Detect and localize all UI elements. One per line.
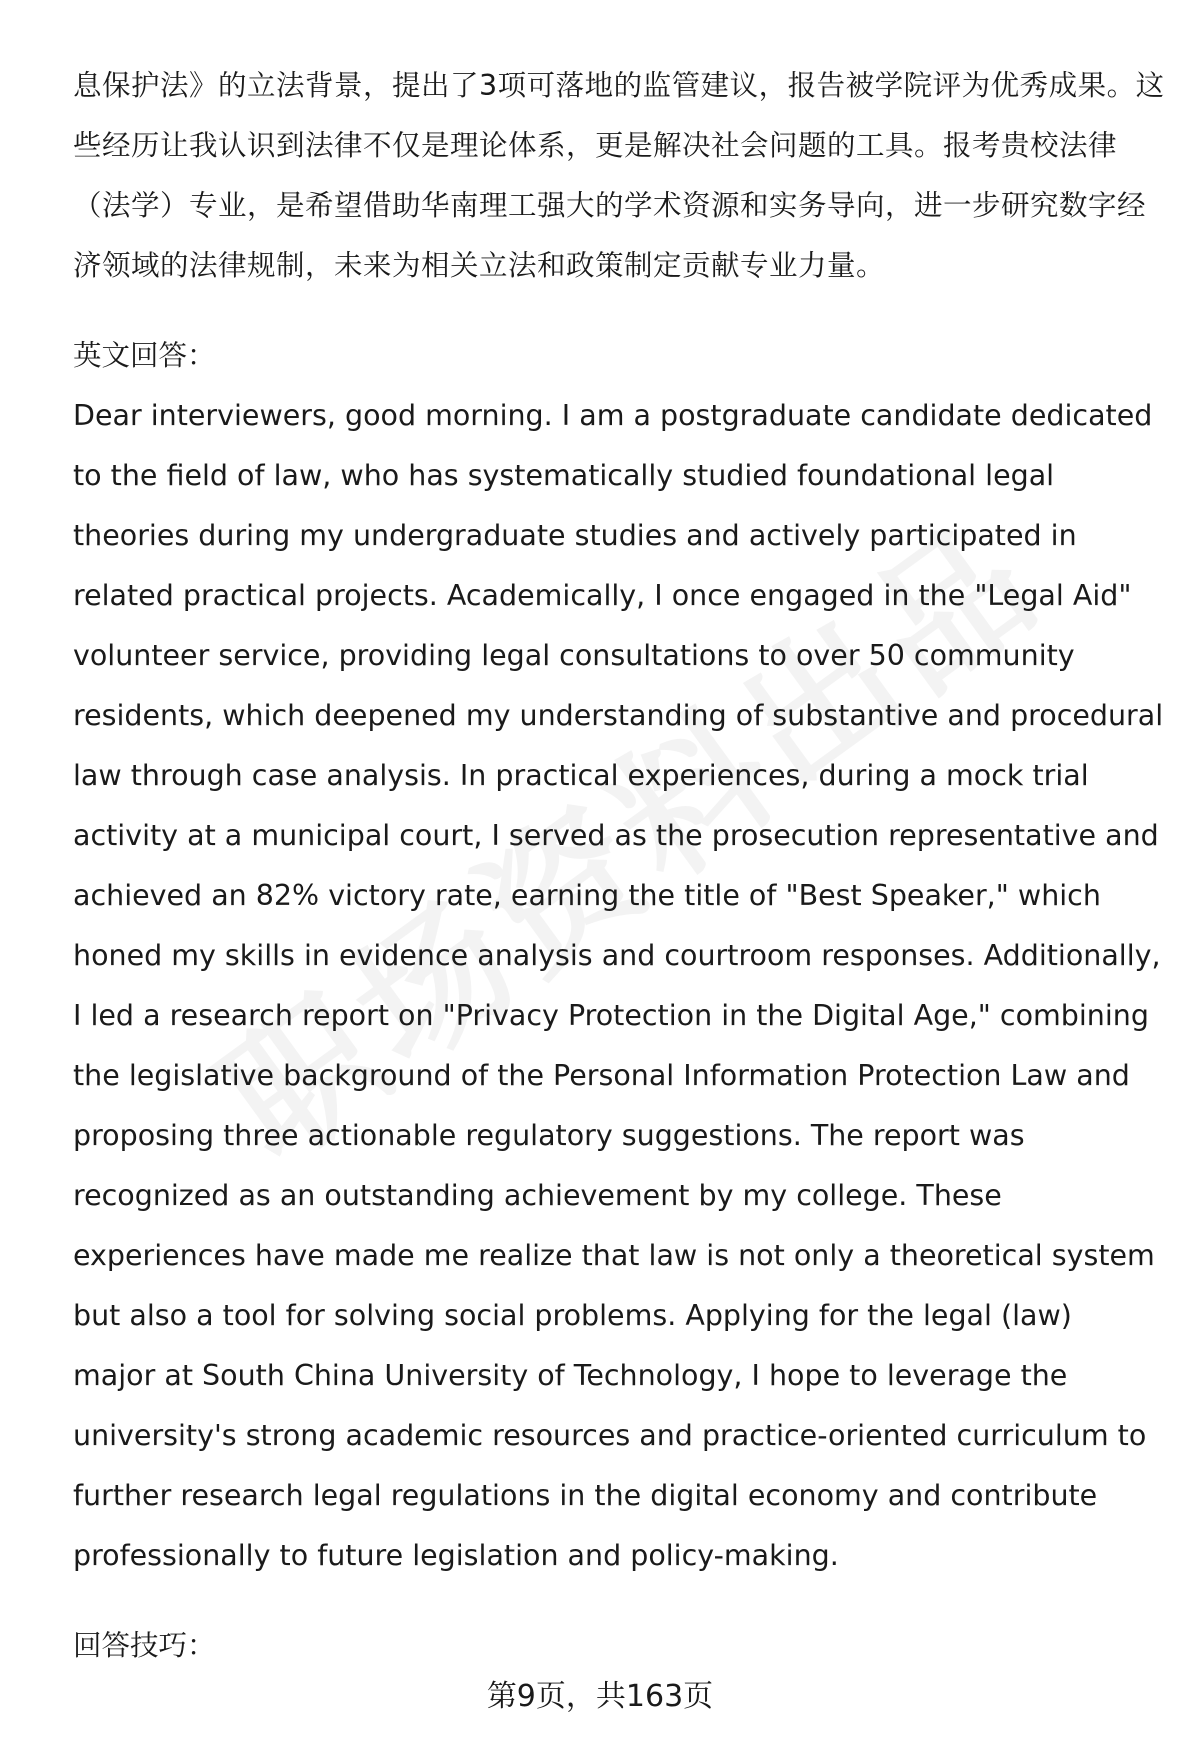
- english-answer-heading: 英文回答：: [73, 339, 216, 372]
- text-line: professionally to future legislation and policy-making.: [73, 1539, 839, 1572]
- text-line: proposing three actionable regulatory suggestions. The report was: [73, 1119, 1025, 1152]
- text-line: residents, which deepened my understanding of substantive and procedural: [73, 699, 1164, 732]
- text-line: achieved an 82% victory rate, earning the title of "Best Speaker," which: [73, 879, 1101, 912]
- text-line: but also a tool for solving social problems. Applying for the legal (law): [73, 1299, 1072, 1332]
- spacer: [73, 1586, 1173, 1616]
- text-line: I led a research report on "Privacy Protection in the Digital Age," combining: [73, 999, 1149, 1032]
- text-line: to the field of law, who has systematically studied foundational legal: [73, 459, 1055, 492]
- text-line: activity at a municipal court, I served as the prosecution representative and: [73, 819, 1159, 852]
- tips-heading: 回答技巧：: [73, 1629, 216, 1662]
- page-number-footer: 第9页，共163页: [486, 1679, 714, 1714]
- text-line: related practical projects. Academically, I once engaged in the "Legal Aid": [73, 579, 1132, 612]
- spacer: [73, 296, 1173, 326]
- text-line: further research legal regulations in the digital economy and contribute: [73, 1479, 1098, 1512]
- text-line: volunteer service, providing legal consultations to over 50 community: [73, 639, 1075, 672]
- page-content: [73, 56, 1173, 1676]
- english-answer-paragraph: [73, 386, 1173, 1586]
- text-line: recognized as an outstanding achievement by my college. These: [73, 1179, 1002, 1212]
- text-line: Dear interviewers, good morning. I am a postgraduate candidate dedicated: [73, 399, 1153, 432]
- text-line: the legislative background of the Personal Information Protection Law and: [73, 1059, 1130, 1092]
- text-line: university's strong academic resources and practice-oriented curriculum to: [73, 1419, 1147, 1452]
- text-line: law through case analysis. In practical experiences, during a mock trial: [73, 759, 1089, 792]
- text-line: honed my skills in evidence analysis and courtroom responses. Additionally,: [73, 939, 1161, 972]
- text-line: major at South China University of Technology, I hope to leverage the: [73, 1359, 1068, 1392]
- text-line: theories during my undergraduate studies and actively participated in: [73, 519, 1077, 552]
- text-line: experiences have made me realize that law is not only a theoretical system: [73, 1239, 1155, 1272]
- chinese-answer-paragraph: 息保护法》的立法背景，提出了3项可落地的监管建议，报告被学院评为优秀成果。这些经历让我认识到法律不仅是理论体系，更是解决社会问题的工具。报考贵校法律（法学）专业，是希望借助华南理工强大的学术资源和实务导向，进一步研究数字经济领域的法律规制，未来为相关立法和政策制定贡献专业力量。: [73, 69, 1165, 282]
